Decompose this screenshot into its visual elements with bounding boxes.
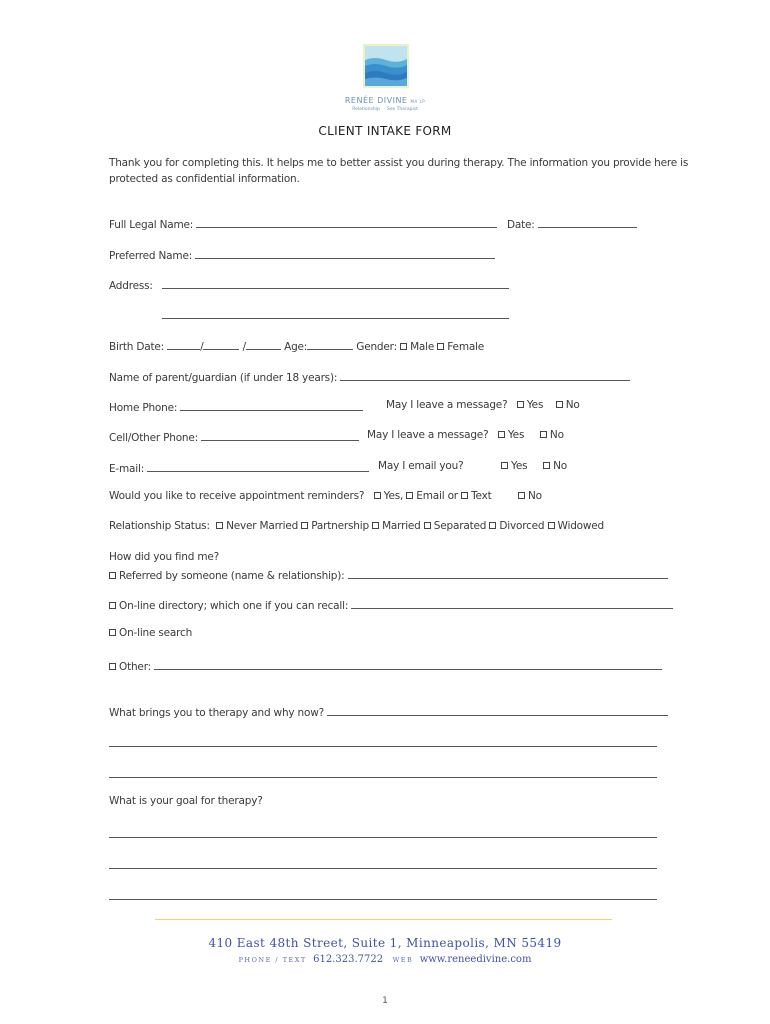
online-search-checkbox[interactable] bbox=[109, 629, 116, 636]
home-message-yes-checkbox[interactable] bbox=[517, 401, 524, 408]
online-search-label: On-line search bbox=[119, 627, 193, 639]
age-label: Age: bbox=[284, 341, 308, 353]
parent-guardian-label: Name of parent/guardian (if under 18 years): bbox=[109, 372, 338, 384]
birth-date-row: Birth Date: / / Age: Gender: Male Female bbox=[109, 338, 484, 353]
male-label: Male bbox=[410, 341, 435, 353]
brings-you-field[interactable] bbox=[327, 704, 668, 716]
email-yes-checkbox[interactable] bbox=[501, 462, 508, 469]
email-no-checkbox[interactable] bbox=[543, 462, 550, 469]
home-phone-message-row: May I leave a message? Yes No bbox=[386, 399, 580, 411]
page-number: 1 bbox=[382, 996, 388, 1006]
brand-tagline: Relationship Sex Therapist bbox=[352, 107, 418, 112]
reminders-email-checkbox[interactable] bbox=[406, 492, 413, 499]
partnership-checkbox[interactable] bbox=[301, 522, 308, 529]
birth-year-field[interactable] bbox=[246, 338, 281, 350]
female-checkbox[interactable] bbox=[437, 343, 444, 350]
footer-web-link[interactable]: www.reneedivine.com bbox=[419, 954, 532, 965]
reminders-row: Would you like to receive appointment reminders? Yes, Email or Text bbox=[109, 490, 492, 502]
full-legal-name-field[interactable] bbox=[196, 216, 497, 228]
footer-rule bbox=[155, 919, 612, 920]
full-legal-name-row bbox=[109, 216, 497, 231]
cell-message-yes-checkbox[interactable] bbox=[498, 431, 505, 438]
goal-line-1[interactable] bbox=[109, 837, 657, 838]
footer-contact bbox=[0, 954, 770, 965]
directory-label: On-line directory; which one if you can recall: bbox=[119, 600, 349, 612]
goal-line-3[interactable] bbox=[109, 899, 657, 900]
reminders-text-checkbox[interactable] bbox=[461, 492, 468, 499]
email-row bbox=[109, 460, 369, 475]
intro-line-1: Thank you for completing this. It helps me to better assist you during therapy. The information you provide here is bbox=[109, 157, 689, 169]
referred-checkbox[interactable] bbox=[109, 572, 116, 579]
gender-label: Gender: bbox=[356, 341, 397, 353]
referred-row bbox=[109, 567, 668, 582]
email-permission-label: May I email you? bbox=[378, 460, 464, 472]
footer-phone: 612.323.7722 bbox=[313, 954, 384, 965]
brand-name: RENÉE DIVINE MA LP bbox=[344, 96, 426, 105]
preferred-name-field[interactable] bbox=[195, 247, 495, 259]
page-title: CLIENT INTAKE FORM bbox=[318, 124, 452, 138]
divorced-checkbox[interactable] bbox=[489, 522, 496, 529]
cell-phone-label: Cell/Other Phone: bbox=[109, 432, 198, 444]
how-find-label: How did you find me? bbox=[109, 551, 219, 563]
married-checkbox[interactable] bbox=[372, 522, 379, 529]
intro-line-2: protected as confidential information. bbox=[109, 173, 300, 185]
reminders-no-checkbox[interactable] bbox=[518, 492, 525, 499]
reminders-yes-checkbox[interactable] bbox=[374, 492, 381, 499]
web-label: WEB bbox=[392, 956, 414, 964]
online-search-row bbox=[109, 627, 192, 639]
address-field[interactable] bbox=[162, 277, 509, 289]
goal-label: What is your goal for therapy? bbox=[109, 795, 263, 807]
other-field[interactable] bbox=[154, 658, 662, 670]
brings-you-row bbox=[109, 704, 668, 719]
directory-field[interactable] bbox=[351, 597, 673, 609]
directory-checkbox[interactable] bbox=[109, 602, 116, 609]
address-label: Address: bbox=[109, 280, 153, 292]
female-label: Female bbox=[447, 341, 485, 353]
separated-checkbox[interactable] bbox=[424, 522, 431, 529]
preferred-name-row bbox=[109, 247, 495, 262]
widowed-checkbox[interactable] bbox=[548, 522, 555, 529]
logo bbox=[363, 44, 409, 88]
date-label: Date: bbox=[507, 219, 535, 231]
referred-label: Referred by someone (name & relationship): bbox=[119, 570, 345, 582]
date-row bbox=[507, 216, 637, 231]
directory-row bbox=[109, 597, 673, 612]
other-checkbox[interactable] bbox=[109, 663, 116, 670]
birth-month-field[interactable] bbox=[167, 338, 200, 350]
reminders-no-option: No bbox=[518, 490, 542, 502]
cell-phone-message-row: May I leave a message? Yes No bbox=[367, 429, 564, 441]
birth-date-label: Birth Date: bbox=[109, 341, 164, 353]
other-row bbox=[109, 658, 662, 673]
email-field[interactable] bbox=[147, 460, 369, 472]
relationship-status-row: Relationship Status: Never Married Partnership Married Separated Divorced Widowed bbox=[109, 520, 605, 532]
parent-guardian-row bbox=[109, 369, 630, 384]
cell-message-no-checkbox[interactable] bbox=[540, 431, 547, 438]
home-phone-field[interactable] bbox=[180, 399, 363, 411]
email-label: E-mail: bbox=[109, 463, 145, 475]
reminders-label: Would you like to receive appointment reminders? bbox=[109, 490, 365, 502]
email-yes-option: Yes No bbox=[501, 460, 567, 472]
cell-phone-field[interactable] bbox=[201, 429, 359, 441]
home-message-no-checkbox[interactable] bbox=[556, 401, 563, 408]
footer-address: 410 East 48th Street, Suite 1, Minneapolis, MN 55419 bbox=[208, 936, 562, 950]
logo-waves-icon bbox=[363, 44, 409, 88]
never-married-checkbox[interactable] bbox=[216, 522, 223, 529]
email-permission-row bbox=[378, 460, 463, 472]
brings-you-label: What brings you to therapy and why now? bbox=[109, 707, 324, 719]
other-label: Other: bbox=[119, 661, 151, 673]
cell-leave-message-label: May I leave a message? bbox=[367, 429, 489, 441]
date-field[interactable] bbox=[538, 216, 637, 228]
male-checkbox[interactable] bbox=[400, 343, 407, 350]
relationship-status-label: Relationship Status: bbox=[109, 520, 210, 532]
phone-label: PHONE / TEXT bbox=[238, 956, 307, 964]
address-row bbox=[109, 277, 509, 292]
address-field-line-2[interactable] bbox=[162, 318, 509, 319]
cell-phone-row bbox=[109, 429, 359, 444]
goal-line-2[interactable] bbox=[109, 868, 657, 869]
home-leave-message-label: May I leave a message? bbox=[386, 399, 508, 411]
referred-field[interactable] bbox=[348, 567, 668, 579]
home-phone-row bbox=[109, 399, 363, 414]
parent-guardian-field[interactable] bbox=[340, 369, 630, 381]
home-phone-label: Home Phone: bbox=[109, 402, 178, 414]
brings-you-line-3[interactable] bbox=[109, 777, 657, 778]
preferred-name-label: Preferred Name: bbox=[109, 250, 193, 262]
brings-you-line-2[interactable] bbox=[109, 746, 657, 747]
birth-day-field[interactable] bbox=[203, 338, 239, 350]
age-field[interactable] bbox=[307, 338, 353, 350]
full-legal-name-label: Full Legal Name: bbox=[109, 219, 194, 231]
